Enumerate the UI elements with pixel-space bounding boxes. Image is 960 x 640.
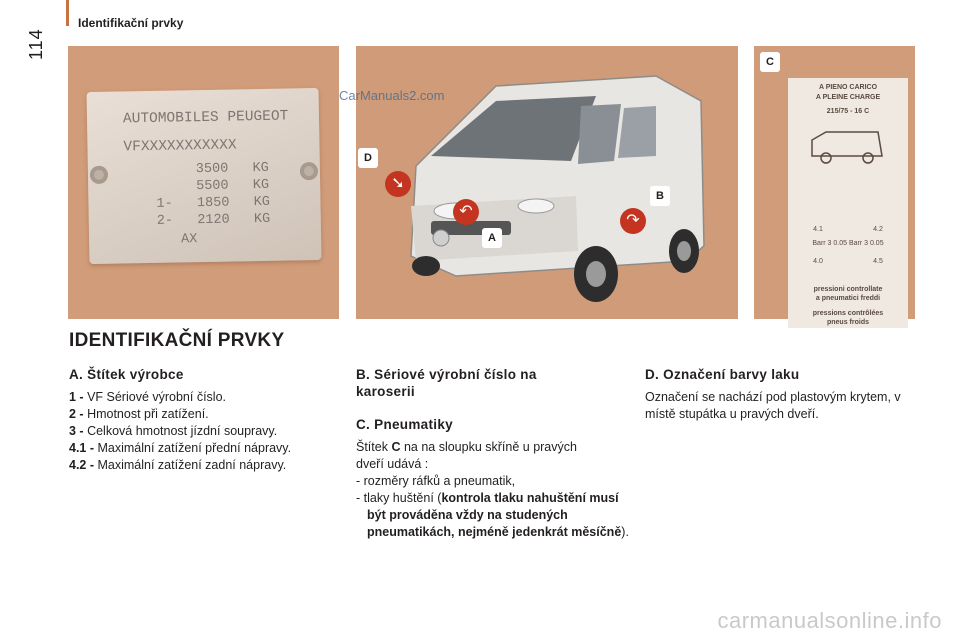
- van-illustration: [356, 46, 738, 319]
- plate-rivet-right: [300, 162, 318, 180]
- tire-label-line: 4.5: [873, 258, 883, 265]
- list-item: 4.2 - Maximální zatížení zadní nápravy.: [69, 458, 287, 472]
- tire-label-line: a pneumatici freddi: [815, 295, 881, 302]
- section-c-bullet: - tlaky huštění (kontrola tlaku nahuštění musí být prováděna vždy na studených pneumatikách, nejméně jedenkrát měsíčně).: [356, 491, 629, 539]
- section-a-heading: A. Štítek výrobce: [69, 367, 184, 382]
- section-header: Identifikační prvky: [78, 16, 184, 30]
- arrow-b-icon: ↷: [620, 208, 646, 234]
- tire-label-image: [754, 46, 915, 326]
- tire-label-line: Barr 3 0.05 Barr 3 0.05: [812, 240, 884, 247]
- manufacturer-plate-image: [68, 46, 339, 319]
- vin-plate: [87, 88, 322, 264]
- section-c-bullet: - rozměry ráfků a pneumatik,: [356, 474, 516, 488]
- section-d-text: Označení se nachází pod plastovým krytem, v místě stupátka u pravých dveří.: [645, 390, 901, 421]
- plate-line: 2- 2120 KG: [156, 211, 271, 229]
- section-b-c: [356, 366, 636, 541]
- page-title: IDENTIFIKAČNÍ PRVKY: [69, 330, 285, 351]
- callout-b: B: [650, 186, 670, 206]
- tire-label-line: pneus froids: [826, 319, 869, 326]
- tire-label-line: 4.1: [813, 226, 823, 233]
- plate-line: 1- 1850 KG: [156, 194, 271, 212]
- plate-rivet-left: [90, 166, 108, 184]
- section-c-heading: C. Pneumatiky: [356, 417, 453, 432]
- plate-line: AX: [180, 232, 198, 248]
- tire-label-line: pressions contrôlées: [812, 310, 884, 317]
- watermark-bottom[interactable]: carmanualsonline.info: [717, 608, 942, 633]
- callout-a: A: [482, 228, 502, 248]
- section-a: [69, 366, 339, 474]
- tire-label-line: 215/75 - 16 C: [826, 108, 870, 115]
- plate-line: VFXXXXXXXXXXX: [123, 137, 237, 156]
- tire-label-line: A PLEINE CHARGE: [815, 94, 881, 101]
- callout-c: C: [760, 52, 780, 72]
- list-item: 3 - Celková hmotnost jízdní soupravy.: [69, 424, 278, 438]
- section-c-intro: Štítek C na na sloupku skříně u pravých dveří udává :: [356, 440, 577, 471]
- tire-label-line: A PIENO CARICO: [818, 84, 878, 91]
- tire-label-line: pressioni controllate: [813, 286, 883, 293]
- plate-line: AUTOMOBILES PEUGEOT: [122, 108, 289, 128]
- tire-label-line: 4.2: [873, 226, 883, 233]
- tire-label-van-icon: [808, 126, 888, 166]
- sidebar-accent-rule: [66, 0, 69, 26]
- tire-label-line: 4.0: [813, 258, 823, 265]
- callout-d: D: [358, 148, 378, 168]
- watermark-top[interactable]: CarManuals2.com: [339, 88, 445, 103]
- arrow-d-icon: ➘: [385, 171, 411, 197]
- van-drawing: [356, 46, 738, 319]
- page-number: 114: [26, 28, 46, 60]
- section-d-heading: D. Označení barvy laku: [645, 367, 800, 382]
- tire-pressure-label: [788, 78, 908, 328]
- plate-line: 5500 KG: [196, 177, 270, 195]
- list-item: 4.1 - Maximální zatížení přední nápravy.: [69, 441, 292, 455]
- list-item: 1 - VF Sériové výrobní číslo.: [69, 390, 227, 404]
- plate-line: 3500 KG: [195, 160, 269, 178]
- section-b-heading: B. Sériové výrobní číslo na karoserii: [356, 367, 537, 399]
- arrow-a-icon: ↶: [453, 199, 479, 225]
- list-item: 2 - Hmotnost při zatížení.: [69, 407, 209, 421]
- section-d: [645, 366, 925, 423]
